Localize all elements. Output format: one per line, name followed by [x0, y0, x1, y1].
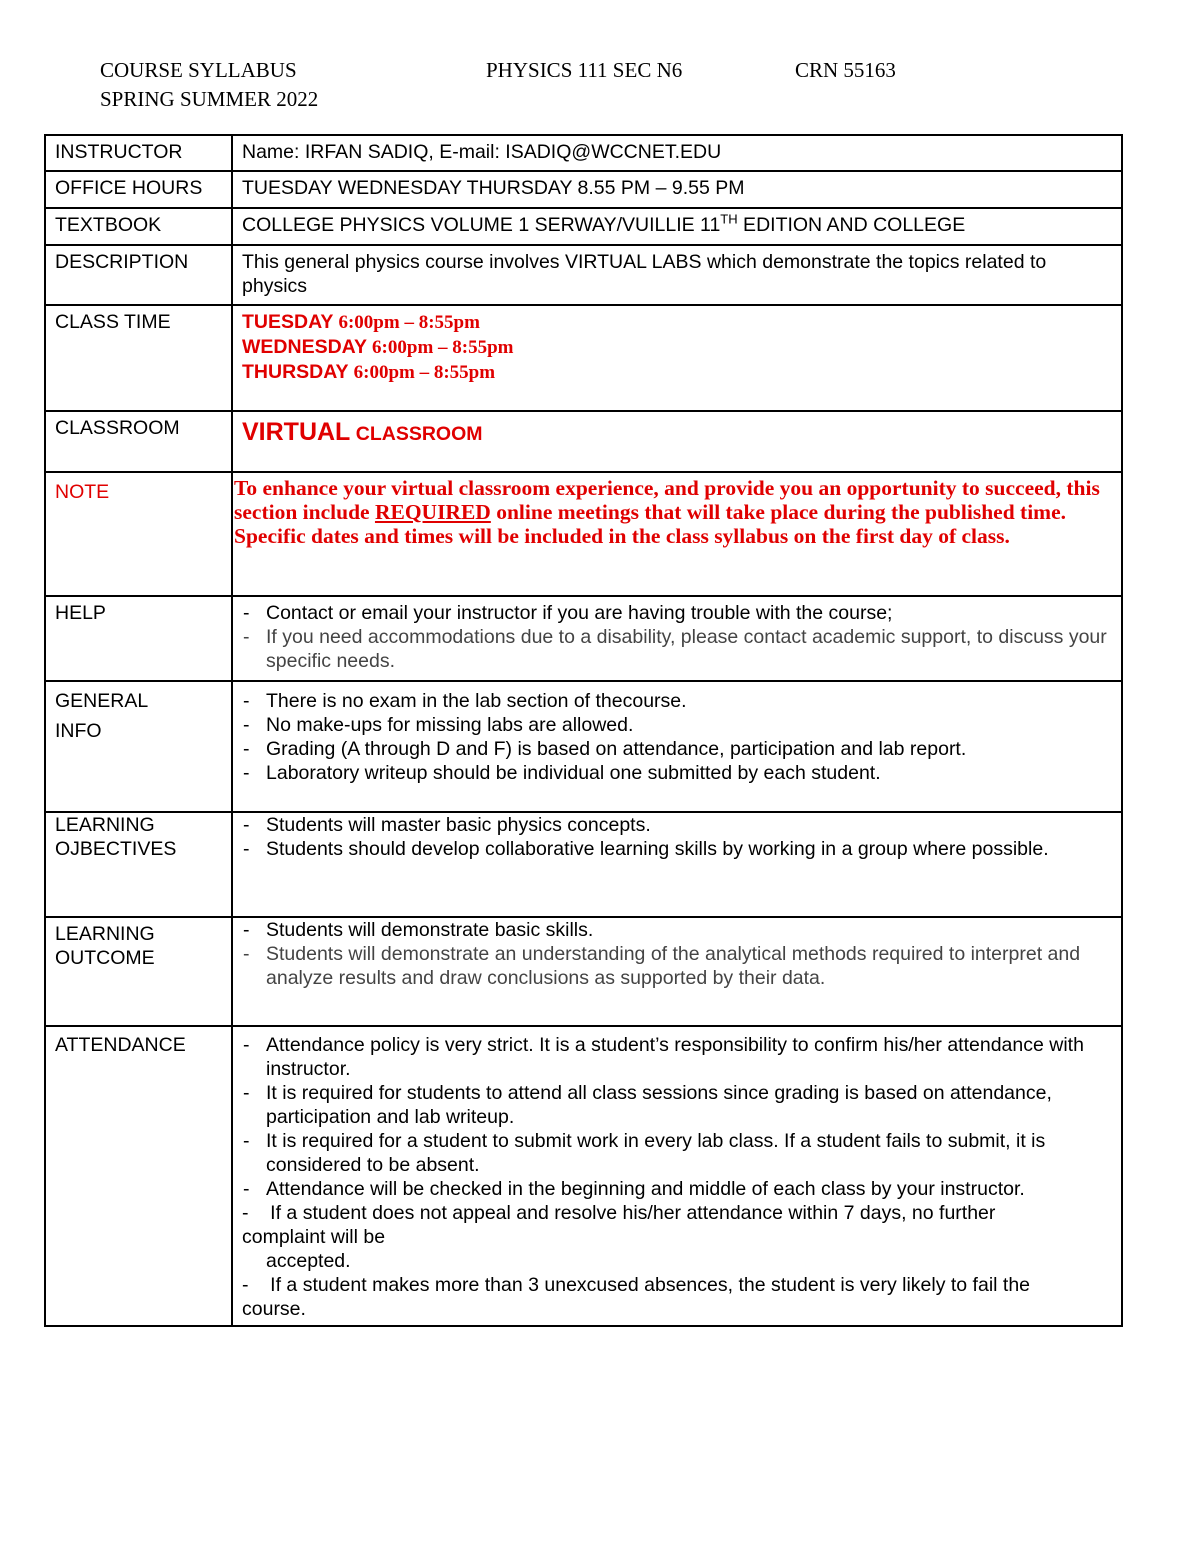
label-class-time: CLASS TIME — [45, 305, 232, 411]
course-code: PHYSICS 111 SEC N6 — [486, 58, 683, 82]
row-general-info — [45, 681, 1122, 812]
row-textbook — [45, 208, 1122, 245]
syllabus-table — [44, 134, 1123, 1327]
general-info-item: - Laboratory writeup should be individual one submitted by each student. — [242, 761, 1113, 785]
learning-objectives-value — [232, 812, 1122, 917]
label-general-info-line2: INFO — [55, 720, 102, 742]
row-learning-objectives — [45, 812, 1122, 917]
attendance-item5-line1: If a student does not appeal and resolve his/her attendance within 7 days, no further — [270, 1202, 996, 1224]
row-description — [45, 245, 1122, 305]
label-classroom: CLASSROOM — [45, 411, 232, 472]
label-learning-outcome-line2: OUTCOME — [55, 947, 155, 969]
attendance-list — [242, 1033, 1113, 1201]
note-text-pre: To enhance your virtual classroom experience, and provide you an opportunity to succeed, this section include — [234, 476, 1100, 524]
help-value — [232, 596, 1122, 681]
note-text-post: online meetings that will take place during the published time. Specific dates and times will be included in the class syllabus on the first day of class. — [234, 500, 1067, 548]
textbook-title-cont: EDITION AND COLLEGE — [737, 214, 966, 236]
attendance-item-5: - If a student does not appeal and resolve his/her attendance within 7 days, no further complaint will be accepted. — [242, 1201, 1113, 1273]
label-learning-outcome-line1: LEARNING — [55, 923, 155, 945]
label-textbook: TEXTBOOK — [45, 208, 232, 245]
session-time: 6:00pm – 8:55pm — [372, 337, 514, 358]
label-description: DESCRIPTION — [45, 245, 232, 305]
label-instructor: INSTRUCTOR — [45, 135, 232, 171]
label-note: NOTE — [45, 472, 232, 596]
class-time-value — [232, 305, 1122, 411]
row-attendance — [45, 1026, 1122, 1326]
classroom-value — [232, 411, 1122, 472]
session-day: WEDNESDAY — [242, 336, 367, 358]
row-learning-outcome — [45, 917, 1122, 1026]
label-learning-outcome — [45, 917, 232, 1026]
learning-outcome-item: - Students will demonstrate an understanding of the analytical methods required to interpret and analyze results and draw conclusions as supported by their data. — [242, 942, 1113, 990]
learning-objectives-item: - Students should develop collaborative learning skills by working in a group where possible. — [242, 837, 1113, 861]
classroom-virtual: VIRTUAL — [242, 418, 351, 446]
instructor-value: Name: IRFAN SADIQ, E-mail: ISADIQ@WCCNET.EDU — [232, 135, 1122, 171]
attendance-item6-line2: course. — [242, 1298, 306, 1320]
attendance-item: - Attendance will be checked in the beginning and middle of each class by your instructor. — [242, 1177, 1113, 1201]
attendance-item5-line3: accepted. — [266, 1250, 351, 1272]
help-list — [242, 601, 1113, 673]
general-info-value — [232, 681, 1122, 812]
general-info-list — [242, 689, 1113, 785]
general-info-item: - No make-ups for missing labs are allowed. — [242, 713, 1113, 737]
general-info-item: - Grading (A through D and F) is based on attendance, participation and lab report. — [242, 737, 1113, 761]
class-session — [242, 360, 1113, 385]
learning-outcome-item: - Students will demonstrate basic skills. — [242, 918, 1113, 942]
office-hours-value: TUESDAY WEDNESDAY THURSDAY 8.55 PM – 9.55 PM — [232, 171, 1122, 208]
textbook-value — [232, 208, 1122, 245]
row-class-time — [45, 305, 1122, 411]
session-day: TUESDAY — [242, 311, 334, 333]
row-help — [45, 596, 1122, 681]
row-instructor — [45, 135, 1122, 171]
row-note — [45, 472, 1122, 596]
attendance-item-6: - If a student makes more than 3 unexcused absences, the student is very likely to fail the course. — [242, 1273, 1113, 1321]
class-session — [242, 310, 1113, 335]
learning-outcome-list — [242, 918, 1113, 990]
help-item: - If you need accommodations due to a disability, please contact academic support, to discuss your specific needs. — [242, 625, 1113, 673]
label-learning-objectives-line1: LEARNING — [55, 814, 155, 836]
crn-number: CRN 55163 — [795, 58, 896, 82]
session-time: 6:00pm – 8:55pm — [353, 362, 496, 383]
label-office-hours: OFFICE HOURS — [45, 171, 232, 208]
row-classroom — [45, 411, 1122, 472]
attendance-item: - It is required for students to attend all class sessions since grading is based on attendance, participation and lab writeup. — [242, 1081, 1113, 1129]
class-session — [242, 335, 1113, 360]
attendance-item6-line1: If a student makes more than 3 unexcused absences, the student is very likely to fail the — [270, 1274, 1031, 1296]
textbook-edition-suffix: TH — [720, 213, 738, 227]
attendance-value — [232, 1026, 1122, 1326]
label-learning-objectives-line2: OJBECTIVES — [55, 838, 177, 860]
attendance-item5-line2: complaint will be — [242, 1226, 386, 1248]
note-text — [232, 472, 1122, 596]
row-office-hours — [45, 171, 1122, 208]
note-required: REQUIRED — [374, 500, 491, 524]
attendance-item: - Attendance policy is very strict. It is a student’s responsibility to confirm his/her attendance with instructor. — [242, 1033, 1113, 1081]
label-help: HELP — [45, 596, 232, 681]
description-value: This general physics course involves VIRTUAL LABS which demonstrate the topics related to physics — [232, 245, 1122, 305]
attendance-item: - It is required for a student to submit work in every lab class. If a student fails to submit, it is considered to be absent. — [242, 1129, 1113, 1177]
learning-objectives-item: - Students will master basic physics concepts. — [242, 813, 1113, 837]
learning-objectives-list — [242, 813, 1113, 861]
label-learning-objectives — [45, 812, 232, 917]
help-item: - Contact or email your instructor if you are having trouble with the course; — [242, 601, 1113, 625]
classroom-word: CLASSROOM — [355, 423, 483, 445]
session-time: 6:00pm – 8:55pm — [338, 312, 480, 333]
session-day: THURSDAY — [242, 361, 349, 383]
label-general-info-line1: GENERAL — [55, 690, 149, 712]
general-info-item: - There is no exam in the lab section of thecourse. — [242, 689, 1113, 713]
term: SPRING SUMMER 2022 — [100, 87, 319, 111]
textbook-clip — [242, 213, 1113, 237]
learning-outcome-value — [232, 917, 1122, 1026]
course-syllabus-title: COURSE SYLLABUS — [100, 58, 297, 82]
label-attendance: ATTENDANCE — [45, 1026, 232, 1326]
textbook-title: COLLEGE PHYSICS VOLUME 1 SERWAY/VUILLIE 11 — [242, 214, 721, 236]
label-general-info — [45, 681, 232, 812]
